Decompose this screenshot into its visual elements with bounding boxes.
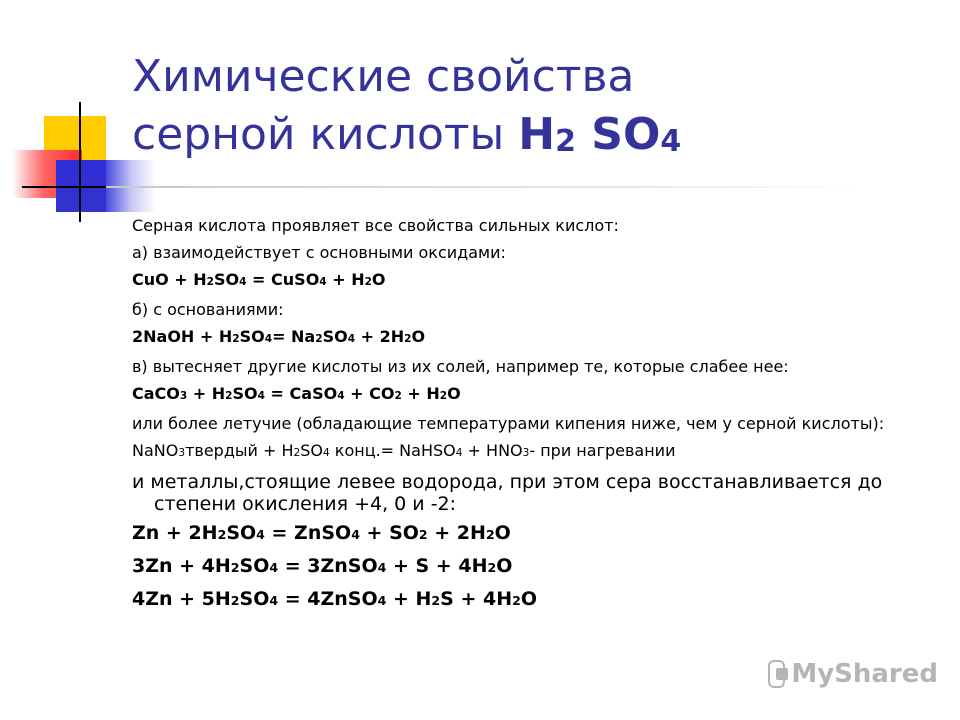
slide-title <box>132 48 912 171</box>
watermark <box>768 656 938 692</box>
equation-line-large: 4Zn + 5H2SO4 = 4ZnSO4 + H2S + 4H2O <box>132 588 538 610</box>
body-line: б) с основаниями: <box>132 300 284 319</box>
title-line-1: Химические свойства <box>132 51 635 102</box>
equation-line-large: 3Zn + 4H2SO4 = 3ZnSO4 + S + 4H2O <box>132 555 513 577</box>
body-line-large: и металлы,стоящие левее водорода, при этом сера восстанавливается до степени окисления +4, 0 и -2: <box>132 471 883 515</box>
equation-line-mixed: NaNO3твердый + H2SO4 конц.= NaHSO4 + HNO3- при нагревании <box>132 441 676 460</box>
myshared-logo-icon <box>768 660 785 688</box>
equation-line-large: Zn + 2H2SO4 = ZnSO4 + SO2 + 2H2O <box>132 522 511 544</box>
title-underline <box>106 186 866 188</box>
body-line: а) взаимодействует с основными оксидами: <box>132 243 506 262</box>
title-formula <box>518 109 681 160</box>
title-line-2 <box>132 106 912 171</box>
watermark-text: MyShared <box>791 659 938 689</box>
body-line: Серная кислота проявляет все свойства сильных кислот: <box>132 216 619 235</box>
formula-so: SO <box>591 109 661 160</box>
decor-vertical-line <box>79 102 81 222</box>
body-line: или более летучие (обладающие температурами кипения ниже, чем у серной кислоты): <box>132 414 885 433</box>
equation-line: CaCO3 + H2SO4 = CaSO4 + CO2 + H2O <box>132 384 461 403</box>
slide-body <box>132 214 932 620</box>
body-line: в) вытесняет другие кислоты из их солей, например те, которые слабее нее: <box>132 357 789 376</box>
formula-h: H <box>518 109 556 160</box>
equation-line: 2NaOH + H2SO4= Na2SO4 + 2H2O <box>132 327 426 346</box>
title-line-2-text: серной кислоты <box>132 109 505 160</box>
formula-h-sub: 2 <box>555 124 576 159</box>
equation-line: CuO + H2SO4 = CuSO4 + H2O <box>132 270 386 289</box>
formula-so-sub: 4 <box>660 124 682 159</box>
